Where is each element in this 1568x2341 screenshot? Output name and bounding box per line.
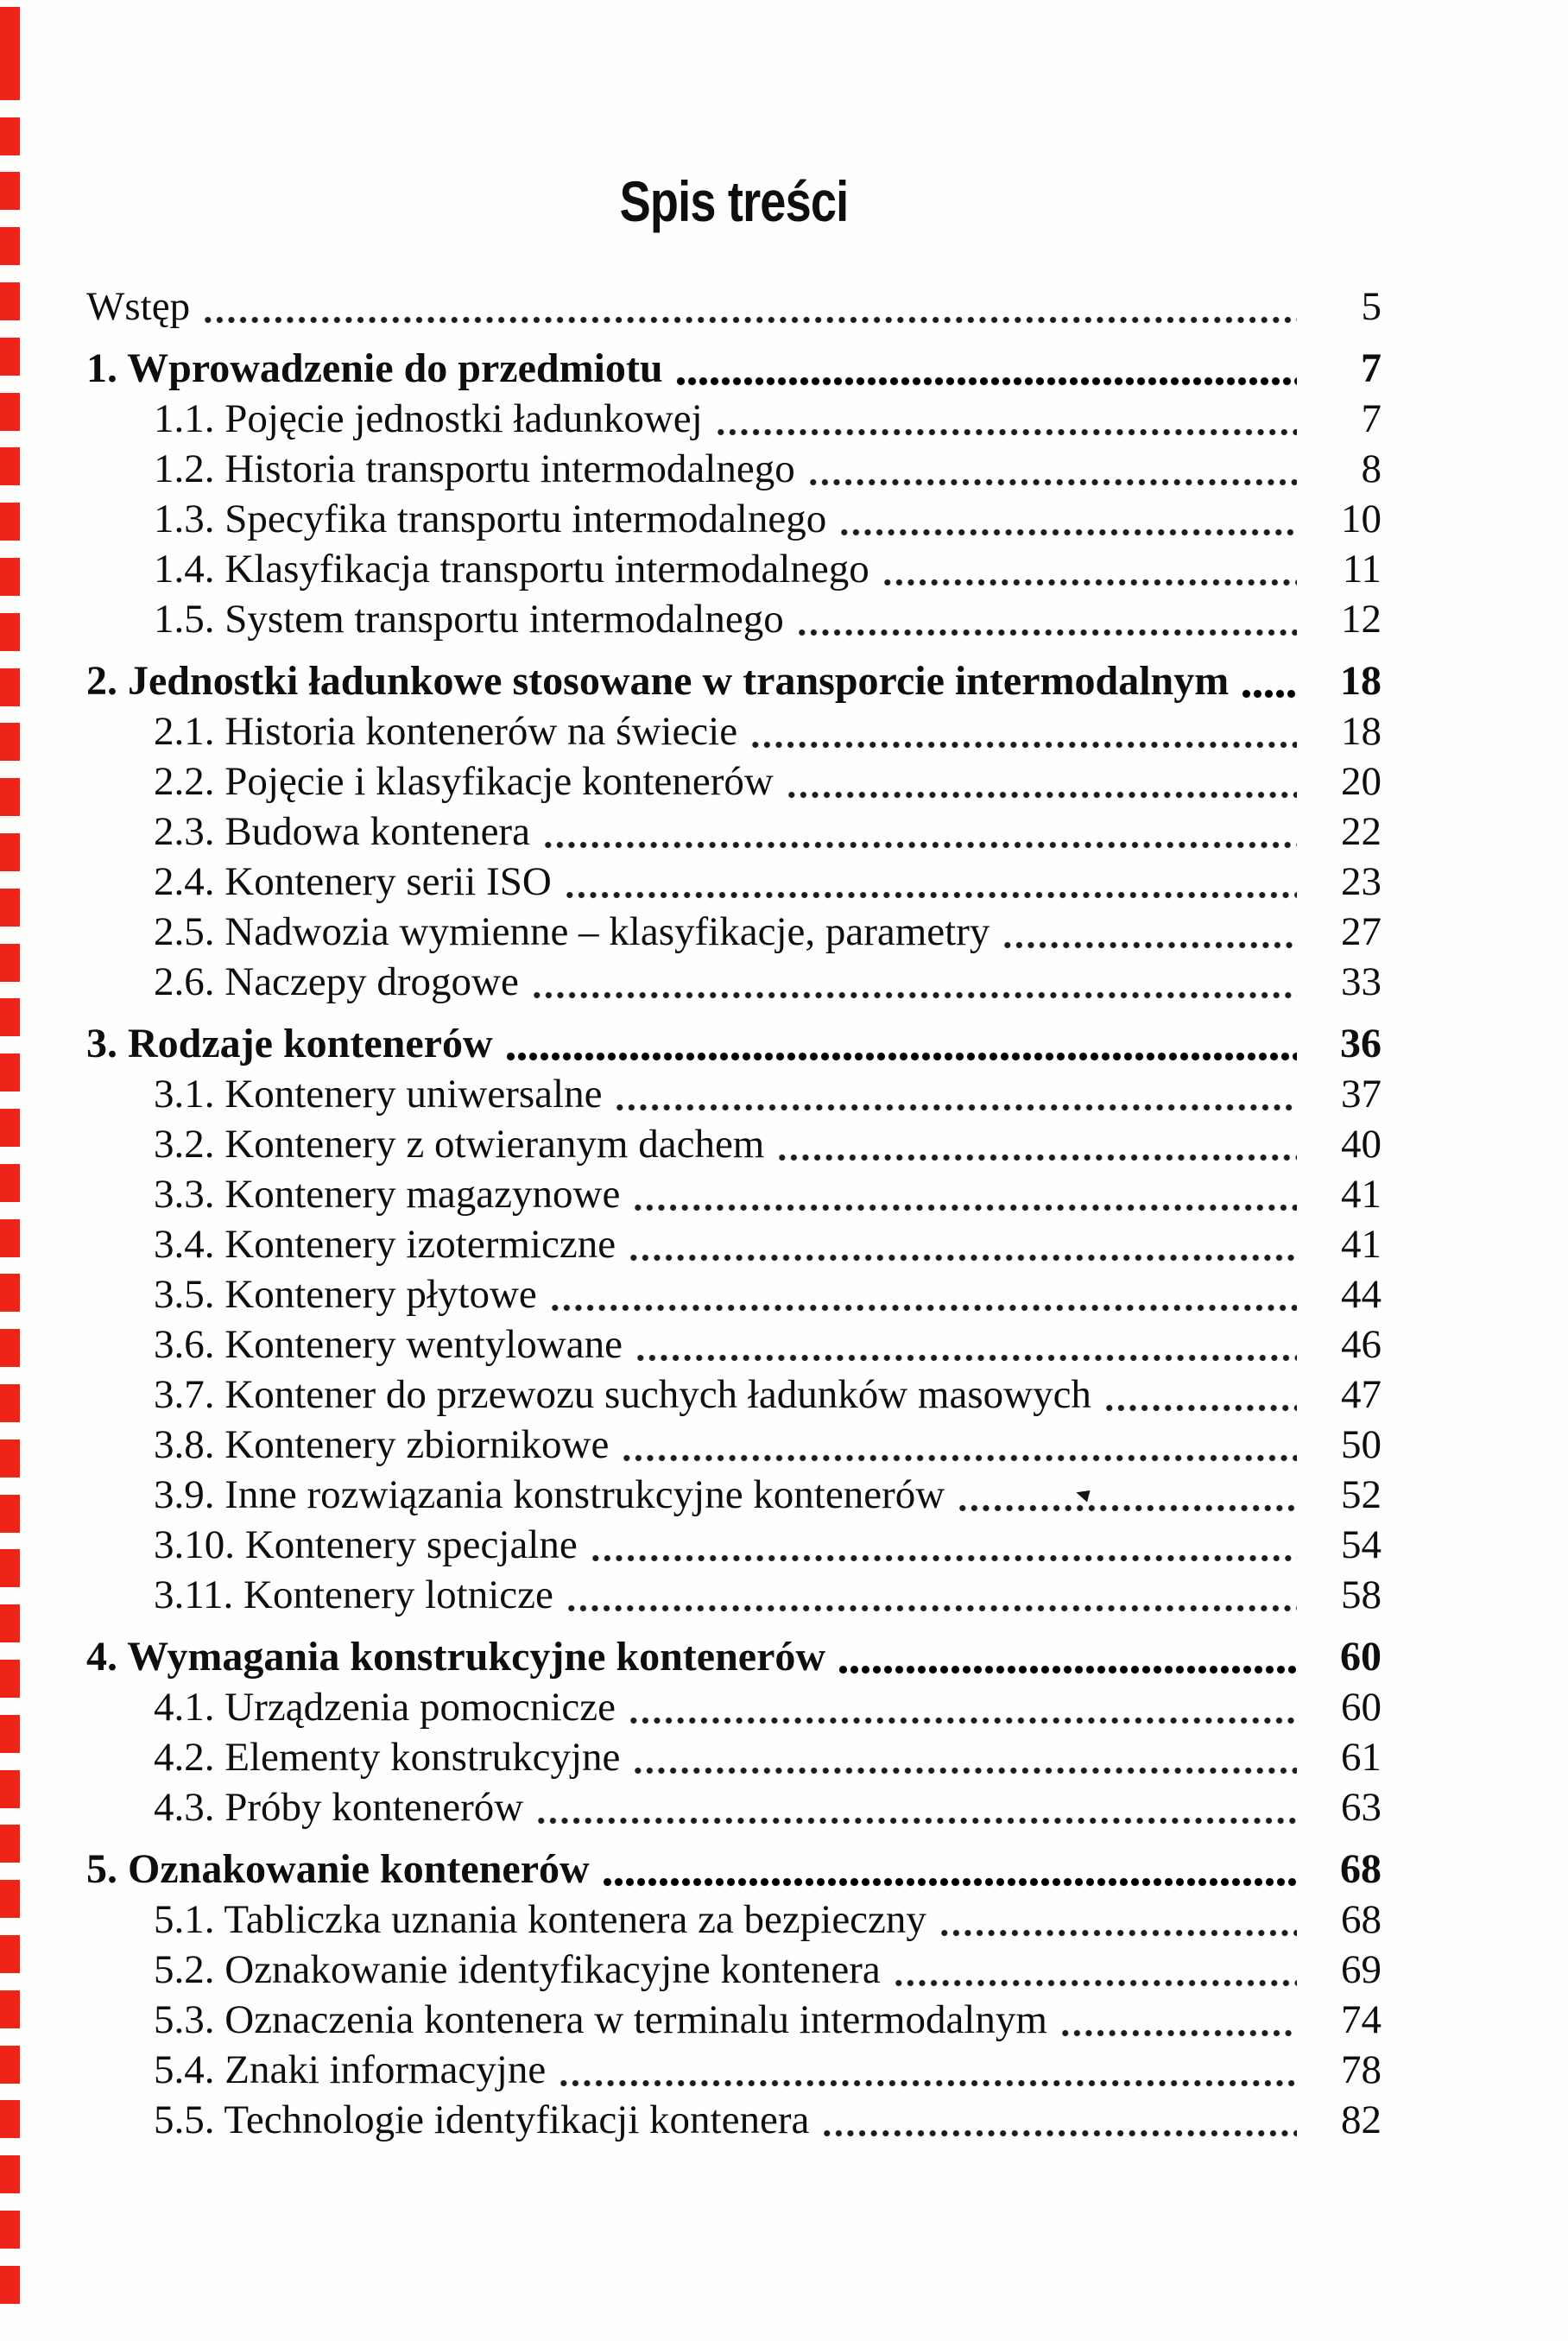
edge-mark <box>0 1164 20 1202</box>
toc-row <box>86 2095 1381 2145</box>
dotted-leader <box>602 1844 1297 1895</box>
toc-row <box>86 544 1381 594</box>
scanner-edge-marks <box>0 0 26 2341</box>
toc-entry-label: 4. Wymagania konstrukcyjne kontenerów <box>86 1634 826 1680</box>
toc-entry-label: 3.4. Kontenery izotermiczne <box>154 1222 616 1267</box>
toc-page-number: 10 <box>1341 497 1381 541</box>
toc-page-number: 40 <box>1341 1122 1381 1167</box>
edge-mark <box>0 2266 20 2304</box>
toc-row <box>86 1732 1381 1782</box>
edge-mark <box>0 778 20 816</box>
toc-entry-label: 5.1. Tabliczka uznania kontenera za bezpieczny <box>154 1897 926 1942</box>
toc-entry-label: 2.1. Historia kontenerów na świecie <box>154 709 738 754</box>
edge-mark <box>0 2100 20 2138</box>
edge-mark <box>0 1495 20 1533</box>
toc-page-number: 60 <box>1340 1634 1381 1680</box>
edge-mark <box>0 1880 20 1918</box>
dotted-leader <box>1059 1995 1297 2045</box>
dotted-leader <box>838 1632 1297 1682</box>
toc-page-number: 7 <box>1361 396 1381 441</box>
edge-mark <box>0 2155 20 2193</box>
dotted-leader <box>675 344 1297 394</box>
toc-entry-label: 3.11. Kontenery lotnicze <box>154 1572 553 1617</box>
toc-entry-label: 5.3. Oznaczenia kontenera w terminalu intermodalnym <box>154 1997 1047 2042</box>
toc-row <box>86 807 1381 857</box>
toc-entry-label: 2.6. Naczepy drogowe <box>154 959 519 1004</box>
toc-page-number: 47 <box>1341 1372 1381 1417</box>
edge-mark <box>0 1990 20 2028</box>
toc-page-number: 23 <box>1341 859 1381 904</box>
toc-page-number: 18 <box>1340 658 1381 704</box>
toc-row <box>86 1420 1381 1470</box>
dotted-leader <box>796 594 1297 644</box>
toc-page-number: 44 <box>1341 1272 1381 1317</box>
toc-page-number: 7 <box>1361 345 1381 391</box>
toc-entry-label: 5.4. Znaki informacyjne <box>154 2047 547 2092</box>
toc-page-number: 74 <box>1341 1997 1381 2042</box>
edge-mark <box>0 393 20 431</box>
toc-entry-label: 4.3. Próby kontenerów <box>154 1785 524 1830</box>
toc-page-number: 41 <box>1341 1172 1381 1217</box>
toc-entry-label: 2.3. Budowa kontenera <box>154 809 530 854</box>
toc-page-number: 60 <box>1341 1685 1381 1730</box>
edge-mark <box>0 62 20 100</box>
toc-row <box>86 907 1381 957</box>
toc-page-number: 82 <box>1341 2097 1381 2142</box>
toc-page-number: 37 <box>1341 1072 1381 1117</box>
dotted-leader <box>628 1219 1297 1269</box>
toc-page-number: 18 <box>1341 709 1381 754</box>
dotted-leader <box>535 1782 1297 1832</box>
toc-row <box>86 1470 1381 1520</box>
toc-row <box>86 2045 1381 2095</box>
toc-row <box>86 857 1381 907</box>
edge-mark <box>0 282 20 320</box>
toc-entry-label: 2.4. Kontenery serii ISO <box>154 859 552 904</box>
toc-page-number: 41 <box>1341 1222 1381 1267</box>
toc-page-number: 63 <box>1341 1785 1381 1830</box>
toc-page-number: 52 <box>1341 1472 1381 1517</box>
toc-page-number: 20 <box>1341 759 1381 804</box>
edge-mark <box>0 172 20 210</box>
toc-row <box>86 1069 1381 1119</box>
toc-row <box>86 1945 1381 1995</box>
dotted-leader <box>621 1420 1297 1470</box>
toc-row <box>86 706 1381 756</box>
toc-row <box>86 1319 1381 1370</box>
dotted-leader <box>632 1169 1297 1219</box>
toc-row <box>86 594 1381 644</box>
edge-mark <box>0 1604 20 1642</box>
toc-row <box>86 1019 1381 1069</box>
dotted-leader <box>1241 656 1297 706</box>
toc-page-number: 58 <box>1341 1572 1381 1617</box>
toc-entry-label: 3.1. Kontenery uniwersalne <box>154 1072 603 1117</box>
toc-page-number: 61 <box>1341 1735 1381 1780</box>
toc-row <box>86 282 1381 332</box>
toc-page-number: 5 <box>1361 284 1381 329</box>
edge-mark <box>0 833 20 871</box>
toc-entry-label: 3.10. Kontenery specjalne <box>154 1522 578 1567</box>
toc-entry-label: 2.5. Nadwozia wymienne – klasyfikacje, parametry <box>154 909 990 954</box>
dotted-leader <box>776 1119 1297 1169</box>
edge-mark <box>0 1549 20 1587</box>
edge-mark <box>0 1219 20 1257</box>
toc-entry-label: 1.4. Klasyfikacja transportu intermodalnego <box>154 547 869 592</box>
toc-entry-label: 4.1. Urządzenia pomocnicze <box>154 1685 616 1730</box>
toc-entry-label: 5. Oznakowanie kontenerów <box>86 1846 590 1892</box>
table-of-contents <box>86 282 1381 2145</box>
toc-page-number: 68 <box>1340 1846 1381 1892</box>
toc-row <box>86 656 1381 706</box>
toc-entry-label: 1.3. Specyfika transportu intermodalnego <box>154 497 827 541</box>
edge-mark <box>0 503 20 541</box>
edge-mark <box>0 998 20 1036</box>
toc-row <box>86 1269 1381 1319</box>
toc-row <box>86 1219 1381 1269</box>
toc-row <box>86 1632 1381 1682</box>
toc-row <box>86 344 1381 394</box>
edge-mark <box>0 117 20 155</box>
toc-row <box>86 1520 1381 1570</box>
dotted-leader <box>628 1682 1297 1732</box>
dotted-leader <box>505 1019 1297 1069</box>
edge-mark <box>0 1053 20 1091</box>
dotted-leader <box>893 1945 1297 1995</box>
toc-entry-label: 3. Rodzaje kontenerów <box>86 1021 493 1066</box>
edge-mark <box>0 1660 20 1698</box>
toc-row <box>86 1119 1381 1169</box>
toc-entry-label: 1.1. Pojęcie jednostki ładunkowej <box>154 396 703 441</box>
toc-page-number: 36 <box>1340 1021 1381 1066</box>
dotted-leader <box>807 444 1297 494</box>
edge-mark <box>0 1109 20 1147</box>
toc-entry-label: Wstęp <box>86 284 191 329</box>
edge-mark <box>0 2211 20 2249</box>
toc-entry-label: 3.9. Inne rozwiązania konstrukcyjne kontenerów <box>154 1472 945 1517</box>
toc-entry-label: 3.2. Kontenery z otwieranym dachem <box>154 1122 765 1167</box>
edge-mark <box>0 1770 20 1808</box>
page-title: Spis treści <box>619 169 849 233</box>
dotted-leader <box>632 1732 1297 1782</box>
toc-page-number: 8 <box>1361 446 1381 491</box>
edge-mark <box>0 1439 20 1477</box>
dotted-leader <box>549 1269 1297 1319</box>
edge-mark <box>0 1274 20 1312</box>
edge-mark <box>0 1715 20 1753</box>
edge-mark <box>0 1825 20 1863</box>
edge-mark <box>0 227 20 265</box>
edge-mark <box>0 1384 20 1422</box>
dotted-leader <box>838 494 1297 544</box>
edge-mark <box>0 1329 20 1367</box>
toc-page-number: 68 <box>1341 1897 1381 1942</box>
toc-entry-label: 1. Wprowadzenie do przedmiotu <box>86 345 663 391</box>
toc-entry-label: 5.5. Technologie identyfikacji kontenera <box>154 2097 810 2142</box>
toc-row <box>86 1995 1381 2045</box>
dotted-leader <box>1002 907 1297 957</box>
toc-row <box>86 1570 1381 1620</box>
dotted-leader <box>558 2045 1297 2095</box>
toc-page-number: 12 <box>1341 597 1381 642</box>
dotted-leader <box>566 1570 1297 1620</box>
dotted-leader <box>635 1319 1297 1370</box>
toc-page-number: 11 <box>1342 547 1381 592</box>
toc-page-number: 78 <box>1341 2047 1381 2092</box>
ink-speck-artifact <box>1075 1487 1091 1502</box>
toc-entry-label: 3.3. Kontenery magazynowe <box>154 1172 621 1217</box>
toc-row <box>86 1844 1381 1895</box>
toc-page-number: 27 <box>1341 909 1381 954</box>
toc-entry-label: 1.5. System transportu intermodalnego <box>154 597 784 642</box>
edge-mark <box>0 558 20 596</box>
dotted-leader <box>749 706 1297 756</box>
edge-mark <box>0 723 20 761</box>
toc-entry-label: 2.2. Pojęcie i klasyfikacje kontenerów <box>154 759 774 804</box>
toc-entry-label: 1.2. Historia transportu intermodalnego <box>154 446 795 491</box>
toc-row <box>86 1682 1381 1732</box>
edge-mark <box>0 2046 20 2084</box>
dotted-leader <box>939 1895 1297 1945</box>
dotted-leader <box>957 1470 1297 1520</box>
toc-row <box>86 1169 1381 1219</box>
toc-entry-label: 3.8. Kontenery zbiornikowe <box>154 1422 610 1467</box>
edge-mark <box>0 889 20 927</box>
toc-entry-label: 4.2. Elementy konstrukcyjne <box>154 1735 621 1780</box>
dotted-leader <box>202 282 1297 332</box>
toc-entry-label: 5.2. Oznakowanie identyfikacyjne kontenera <box>154 1947 881 1992</box>
edge-mark <box>0 1935 20 1973</box>
dotted-leader <box>542 807 1297 857</box>
edge-mark <box>0 447 20 485</box>
toc-entry-label: 3.5. Kontenery płytowe <box>154 1272 537 1317</box>
toc-entry-label: 2. Jednostki ładunkowe stosowane w transporcie intermodalnym <box>86 658 1230 704</box>
toc-row <box>86 494 1381 544</box>
dotted-leader <box>564 857 1297 907</box>
edge-mark <box>0 613 20 651</box>
toc-page-number: 22 <box>1341 809 1381 854</box>
dotted-leader <box>882 544 1297 594</box>
toc-page-number: 50 <box>1341 1422 1381 1467</box>
dotted-leader <box>614 1069 1297 1119</box>
toc-row <box>86 756 1381 807</box>
toc-page-number: 54 <box>1341 1522 1381 1567</box>
toc-row <box>86 1895 1381 1945</box>
dotted-leader <box>715 394 1297 444</box>
toc-row <box>86 1370 1381 1420</box>
toc-page-number: 46 <box>1341 1322 1381 1367</box>
edge-mark <box>0 668 20 706</box>
toc-row <box>86 394 1381 444</box>
toc-page-number: 69 <box>1341 1947 1381 1992</box>
dotted-leader <box>590 1520 1297 1570</box>
dotted-leader <box>786 756 1297 807</box>
dotted-leader <box>531 957 1297 1007</box>
toc-page-number: 33 <box>1341 959 1381 1004</box>
toc-row <box>86 1782 1381 1832</box>
edge-mark <box>0 944 20 982</box>
dotted-leader <box>821 2095 1297 2145</box>
edge-mark <box>0 338 20 376</box>
dotted-leader <box>1103 1370 1297 1420</box>
toc-entry-label: 3.7. Kontener do przewozu suchych ładunków masowych <box>154 1372 1091 1417</box>
toc-entry-label: 3.6. Kontenery wentylowane <box>154 1322 623 1367</box>
toc-row <box>86 957 1381 1007</box>
toc-row <box>86 444 1381 494</box>
